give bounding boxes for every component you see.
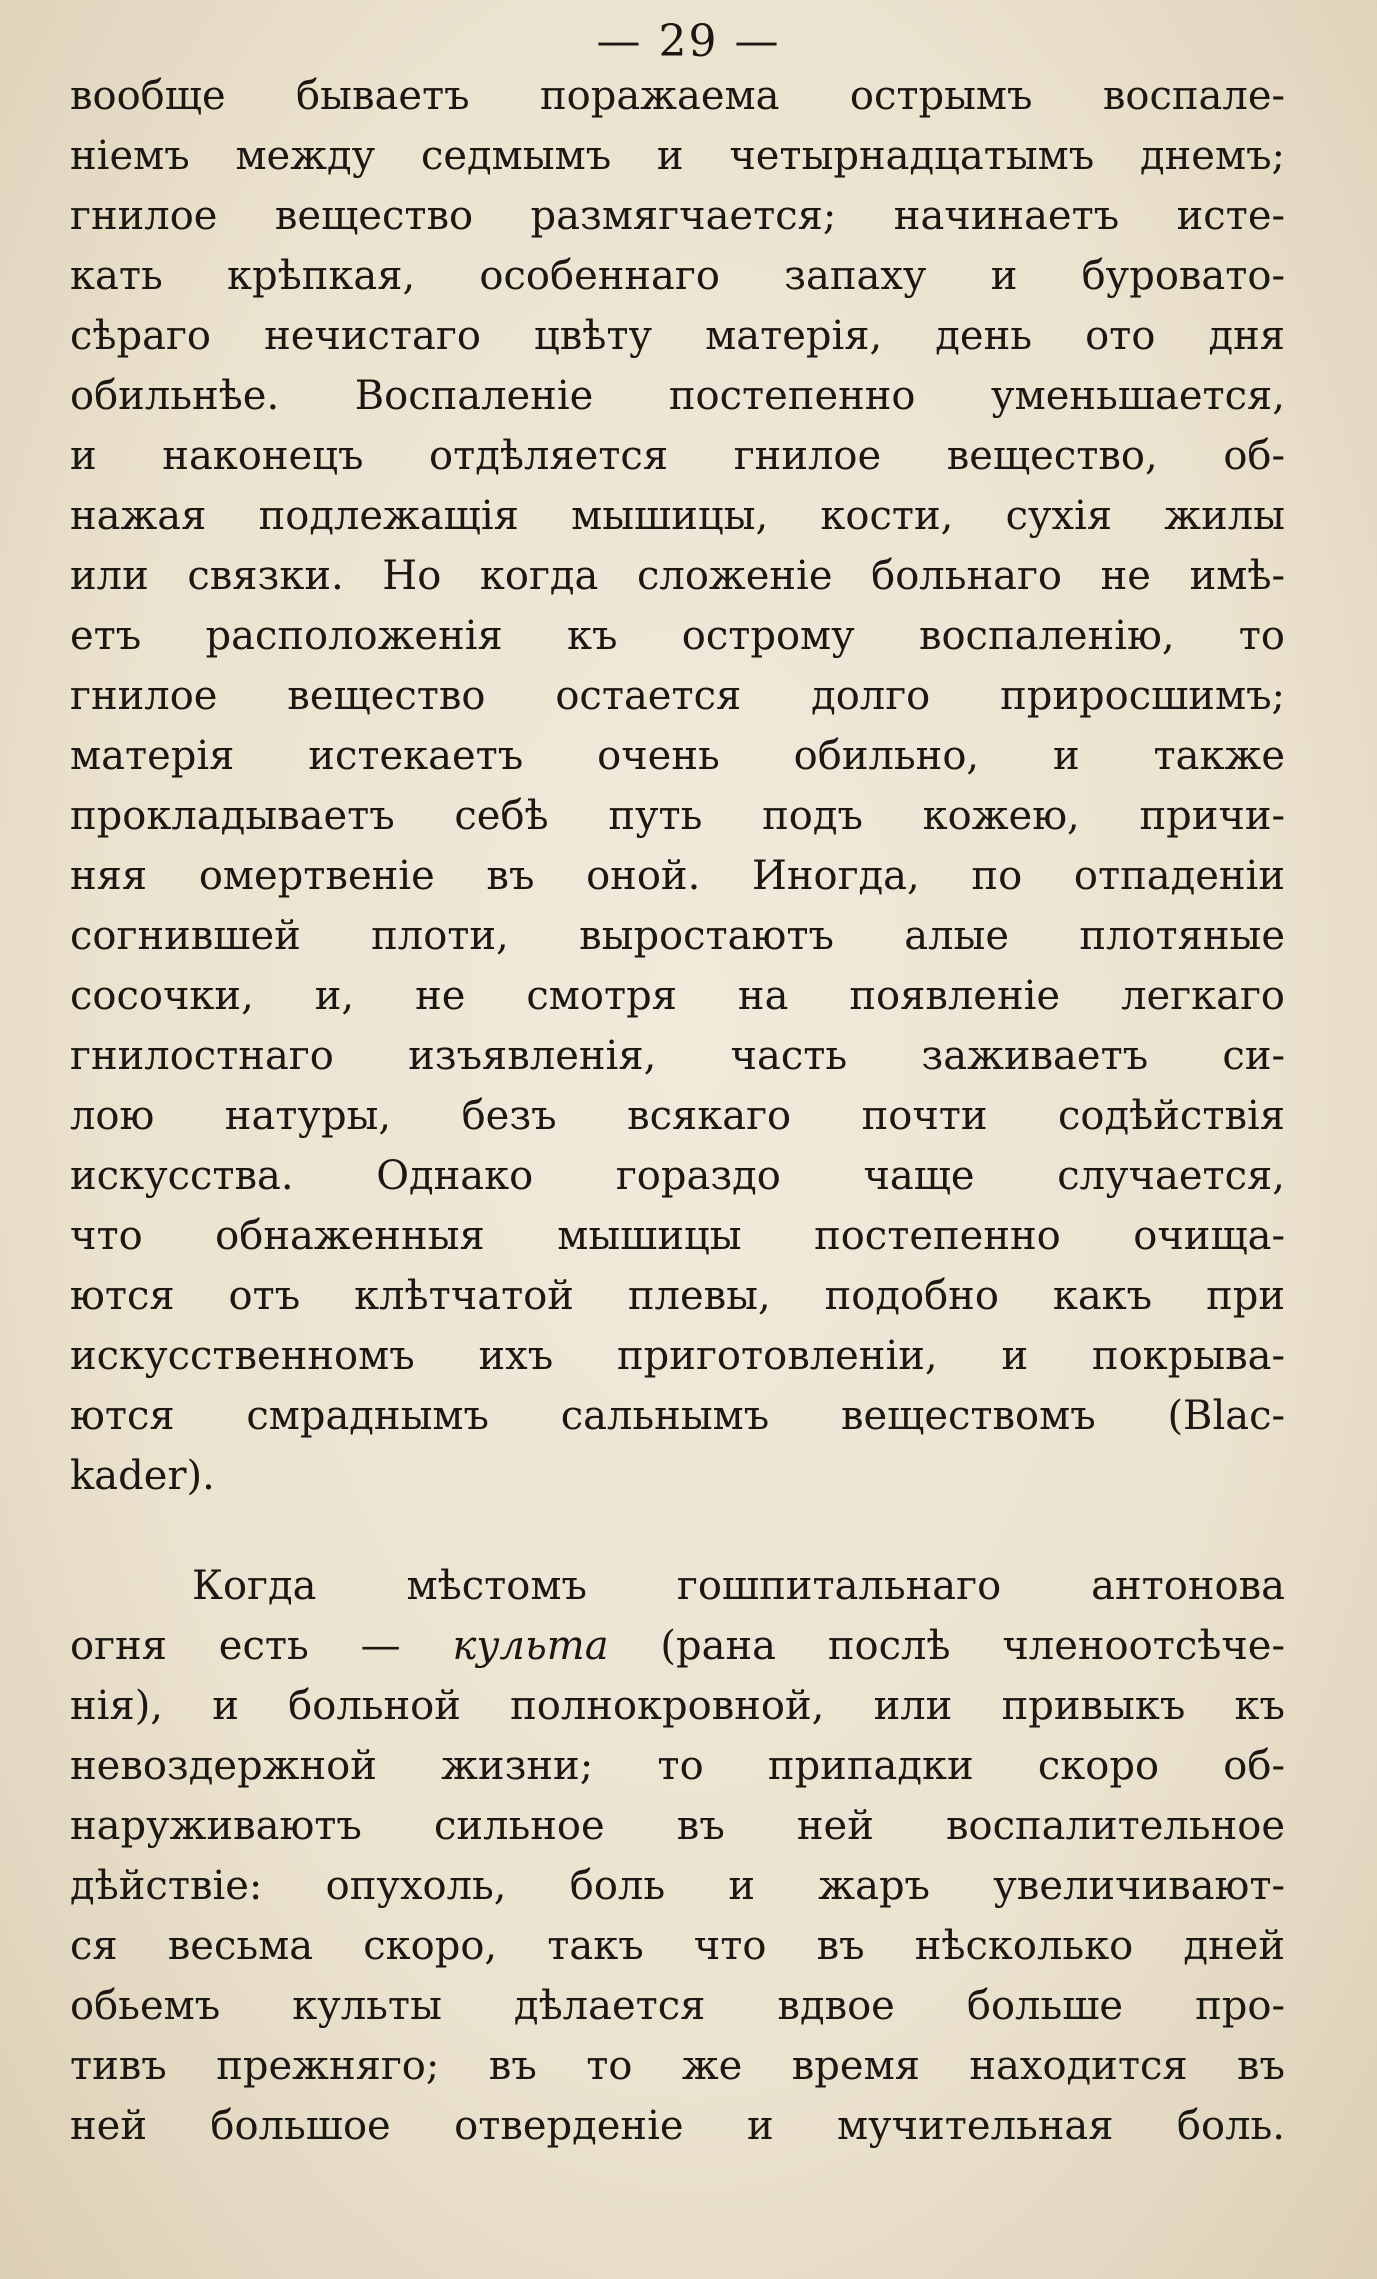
paragraph-2 <box>70 1556 1285 2156</box>
text-line: гнилое вещество размягчается; начинаетъ исте- <box>70 193 1285 239</box>
page-number: — 29 — <box>596 16 781 67</box>
text-line: матерiя истекаетъ очень обильно, и также <box>70 733 1285 779</box>
text-line: что обнаженныя мышицы постепенно очища- <box>70 1213 1285 1259</box>
emphasized-term: культа <box>452 1623 609 1669</box>
text-line: ней большое отверденiе и мучительная боль. <box>70 2103 1285 2149</box>
text-line: Когда мѣстомъ гошпитальнаго антонова <box>192 1563 1285 1609</box>
text-line: или связки. Но когда сложенiе больнаго не имѣ- <box>70 553 1285 599</box>
text-line: согнившей плоти, выростаютъ алые плотяные <box>70 913 1285 959</box>
paragraph-1 <box>70 66 1285 1506</box>
text-line: сѣраго нечистаго цвѣту матерiя, день ото дня <box>70 313 1285 359</box>
text-line: искусства. Однако гораздо чаще случается, <box>70 1153 1285 1199</box>
text-line: невоздержной жизни; то припадки скоро об- <box>70 1743 1285 1789</box>
text-fragment: (рана послѣ членоотсѣче- <box>608 1623 1285 1669</box>
text-line: кать крѣпкая, особеннаго запаху и буровато- <box>70 253 1285 299</box>
text-fragment: огня есть — <box>70 1623 453 1669</box>
text-line: гнилое вещество остается долго приросшимъ; <box>70 673 1285 719</box>
text-line: нiя), и больной полнокровной, или привыкъ къ <box>70 1683 1285 1729</box>
text-line: няя омертвенiе въ оной. Иногда, по отпаденiи <box>70 853 1285 899</box>
text-line: дѣйствiе: опухоль, боль и жаръ увеличивают- <box>70 1863 1285 1909</box>
paragraph-gap <box>70 1506 1285 1556</box>
text-line: и наконецъ отдѣляется гнилое вещество, об- <box>70 433 1285 479</box>
text-line: ся весьма скоро, такъ что въ нѣсколько дней <box>70 1923 1285 1969</box>
text-line: ются смраднымъ сальнымъ веществомъ (Blac- <box>70 1393 1285 1439</box>
text-line: искусственномъ ихъ приготовленiи, и покрыва- <box>70 1333 1285 1379</box>
text-line: наруживаютъ сильное въ ней воспалительное <box>70 1803 1285 1849</box>
text-line: лою натуры, безъ всякаго почти содѣйствiя <box>70 1093 1285 1139</box>
text-line: тивъ прежняго; въ то же время находится въ <box>70 2043 1285 2089</box>
text-line: прокладываетъ себѣ путь подъ кожею, причи- <box>70 793 1285 839</box>
text-line: обьемъ культы дѣлается вдвое больше про- <box>70 1983 1285 2029</box>
text-line-with-emphasis <box>70 1616 1285 1676</box>
text-line: kader). <box>70 1453 215 1499</box>
text-line: вообще бываетъ поражаема острымъ воспале- <box>70 73 1285 119</box>
body-text <box>70 66 1285 2156</box>
text-line: сосочки, и, не смотря на появленiе легкаго <box>70 973 1285 1019</box>
text-line: нiемъ между седмымъ и четырнадцатымъ днемъ; <box>70 133 1285 179</box>
text-line: нажая подлежащiя мышицы, кости, сухiя жилы <box>70 493 1285 539</box>
text-line: ются отъ клѣтчатой плевы, подобно какъ при <box>70 1273 1285 1319</box>
text-line: етъ расположенiя къ острому воспаленiю, то <box>70 613 1285 659</box>
text-line: обильнѣе. Воспаленiе постепенно уменьшается, <box>70 373 1285 419</box>
text-line: гнилостнаго изъявленiя, часть заживаетъ си- <box>70 1033 1285 1079</box>
